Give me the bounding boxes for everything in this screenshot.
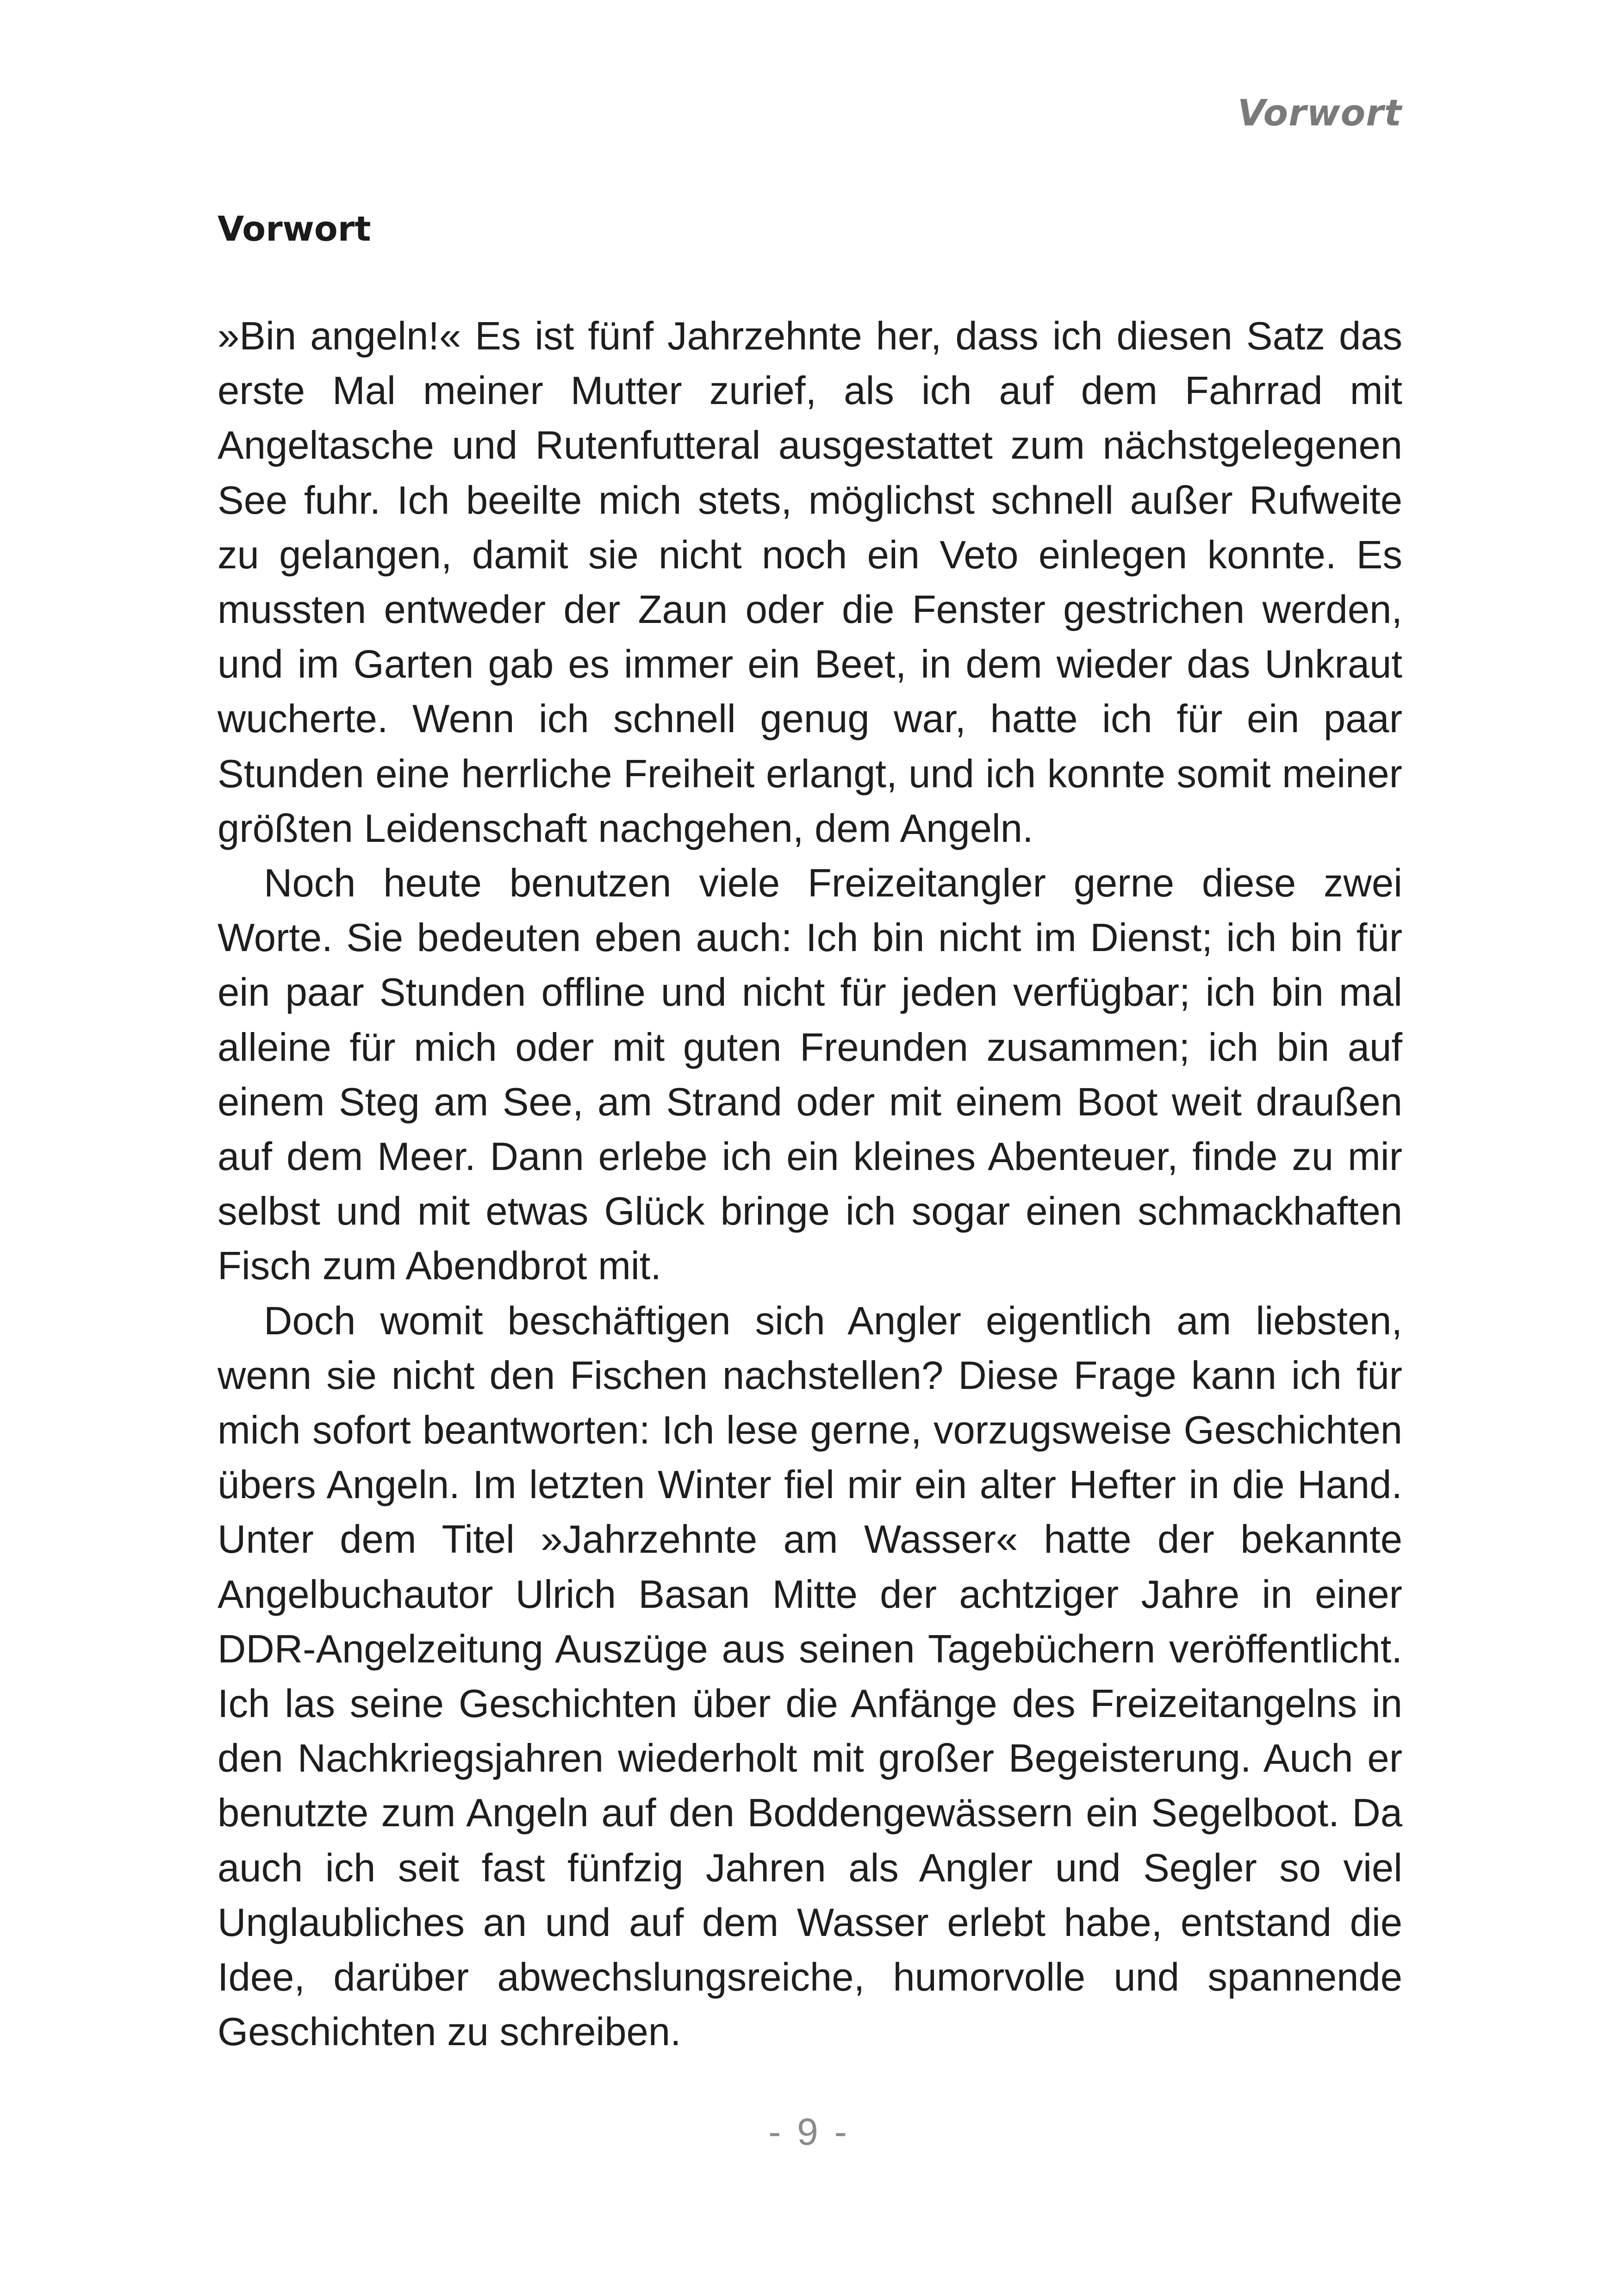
page-number: - 9 - — [768, 2111, 850, 2153]
body-text — [218, 309, 1402, 2060]
running-header: Vorwort — [1237, 93, 1402, 134]
paragraph-3: Doch womit beschäftigen sich Angler eigentlich am liebsten, wenn sie nicht den Fischen nachstellen? Diese Frage kann ich für mich sofort beantworten: Ich lese gerne, vorzugsweise Geschichten übers Angeln. Im letzten Winter fiel mir ein alter Hefter in die Hand. Unter dem Titel »Jahrzehnte am Wasser« hatte der bekannte Angelbuchautor Ulrich Basan Mitte der achtziger Jahre in einer DDR-Angelzeitung Auszüge aus seinen Tagebüchern veröffentlicht. Ich las seine Geschichten über die Anfänge des Freizeitangelns in den Nachkriegsjahren wiederholt mit großer Begeisterung. Auch er benutzte zum Angeln auf den Boddengewässern ein Segelboot. Da auch ich seit fast fünfzig Jahren als Angler und Segler so viel Unglaubliches an und auf dem Wasser erlebt habe, entstand die Idee, darüber abwechslungsreiche, humorvolle und spannende Geschichten zu schreiben. — [218, 1299, 1402, 2054]
paragraph-1: »Bin angeln!« Es ist fünf Jahrzehnte her, dass ich diesen Satz das erste Mal meiner Mutter zurief, als ich auf dem Fahrrad mit Angeltasche und Rutenfutteral ausgestattet zum nächstgelegenen See fuhr. Ich beeilte mich stets, möglichst schnell außer Rufweite zu gelangen, damit sie nicht noch ein Veto einlegen konnte. Es mussten entweder der Zaun oder die Fenster gestrichen werden, und im Garten gab es immer ein Beet, in dem wieder das Unkraut wucherte. Wenn ich schnell genug war, hatte ich für ein paar Stunden eine herrliche Freiheit erlangt, und ich konnte somit meiner größten Leidenschaft nachgehen, dem Angeln. — [218, 314, 1402, 851]
chapter-title: Vorwort — [218, 209, 371, 249]
paragraph-2: Noch heute benutzen viele Freizeitangler gerne diese zwei Worte. Sie bedeuten eben auch: Ich bin nicht im Dienst; ich bin für ein paar Stunden offline und nicht für jeden verfügbar; ich bin mal alleine für mich oder mit guten Freunden zusammen; ich bin auf einem Steg am See, am Strand oder mit einem Boot weit draußen auf dem Meer. Dann erlebe ich ein kleines Abenteuer, finde zu mir selbst und mit etwas Glück bringe ich sogar einen schmackhaften Fisch zum Abendbrot mit. — [218, 861, 1402, 1288]
